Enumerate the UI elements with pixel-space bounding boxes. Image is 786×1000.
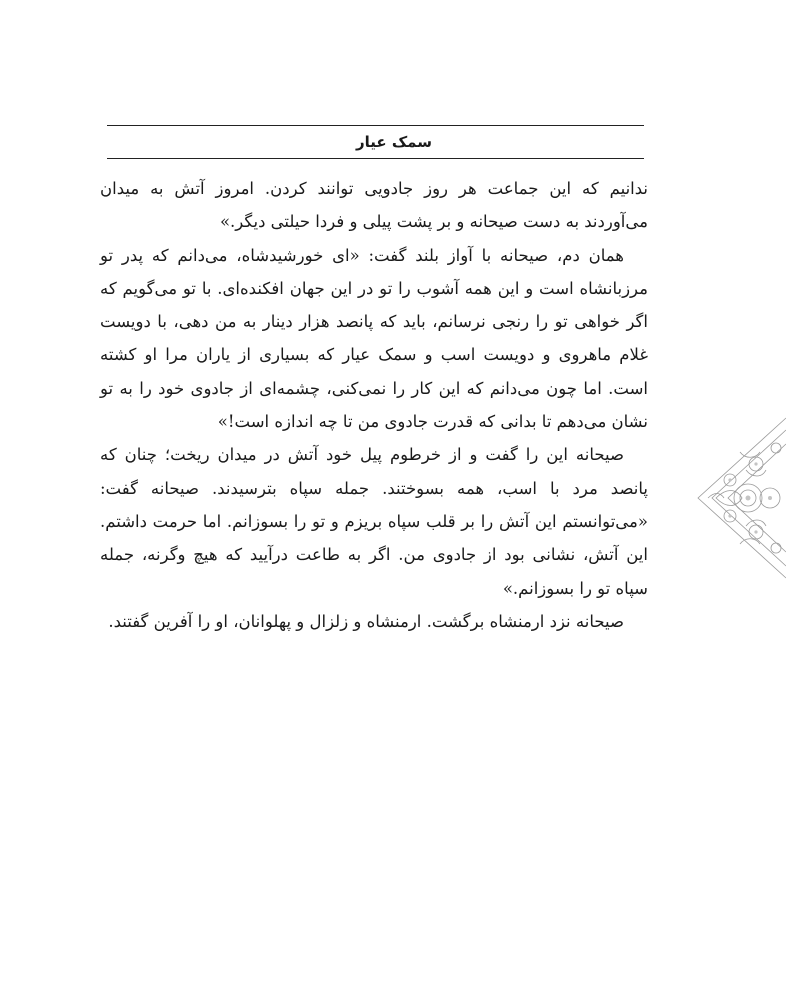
paragraph: صیحانه این را گفت و از خرطوم پیل خود آتش در میدان ریخت؛ چنان که پانصد مرد با اسب، همه بسوختند. جمله سپاه بترسیدند. صیحانه گفت: «می‌توانستم این آتش را بر قلب سپاه بریزم و تو را بسوزانم. اما حرمت داشتم. این آتش، نشانی بود از جادوی من. اگر به طاعت درآیید که هیچ وگرنه، جمله سپاه تو را بسوزانم.»: [100, 445, 648, 598]
body-text: [100, 172, 648, 638]
running-header-title: سمک عیار: [355, 133, 432, 151]
paragraph: صیحانه نزد ارمنشاه برگشت. ارمنشاه و زلزال و پهلوانان، او را آفرین گفتند.: [108, 611, 624, 631]
header-rule-top: [107, 125, 644, 126]
paragraph: ندانیم که این جماعت هر روز جادویی توانند کردن. امروز آتش به میدان می‌آوردند به دست صیحانه و بر پشت پیلی و فردا حیلتی دیگر.»: [100, 179, 648, 232]
paragraph: همان دم، صیحانه با آواز بلند گفت: «ای خورشیدشاه، می‌دانم که پدر تو مرزبانشاه است و این همه آشوب را تو در این جهان افکنده‌ای. با تو می‌گویم که اگر خواهی تو را رنجی نرسانم، باید که پانصد هزار دینار به من دهی، با دویست غلام ماهروی و دویست اسب و سمک عیار که بسیاری از یاران مرا او کشته است. اما چون می‌دانم که این کار را نمی‌کنی، چشمه‌ای از جادوی خود را به تو نشان می‌دهم تا بدانی که قدرت جادوی من تا چه اندازه است!»: [100, 245, 648, 432]
arabesque-ornament-icon: [686, 408, 786, 588]
header-rule-bottom: [107, 158, 644, 159]
